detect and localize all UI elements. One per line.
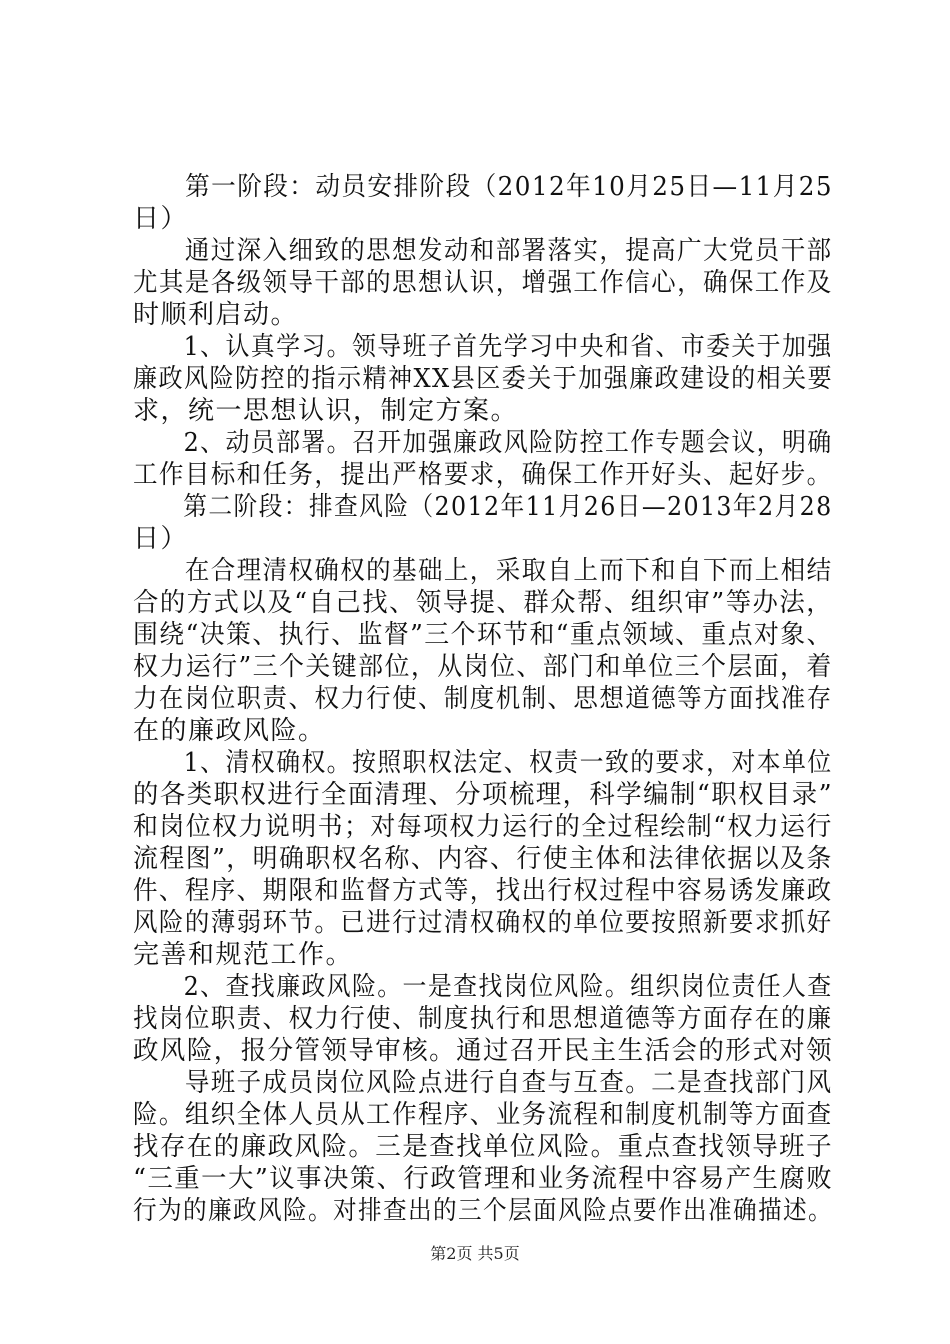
- text-line: 2、动员部署。召开加强廉政风险防控工作专题会议，明确: [133, 428, 833, 458]
- text-line: 围绕“决策、执行、监督”三个环节和“重点领域、重点对象、: [133, 620, 833, 650]
- text-line: 廉政风险防控的指示精神XX县区委关于加强廉政建设的相关要: [133, 364, 834, 394]
- text-line: 流程图”，明确职权名称、内容、行使主体和法律依据以及条: [133, 844, 833, 874]
- text-line: 权力运行”三个关键部位，从岗位、部门和单位三个层面，着: [133, 652, 833, 682]
- text-line: 行为的廉政风险。对排查出的三个层面风险点要作出准确描述。: [133, 1196, 834, 1226]
- text-line: 力在岗位职责、权力行使、制度机制、思想道德等方面找准存: [133, 684, 833, 714]
- text-line: 政风险，报分管领导审核。通过召开民主生活会的形式对领: [133, 1036, 834, 1066]
- text-line: 合的方式以及“自己找、领导提、群众帮、组织审”等办法，: [133, 588, 834, 618]
- text-line: 工作目标和任务，提出严格要求，确保工作开好头、起好步。: [133, 460, 833, 490]
- text-line: 2、查找廉政风险。一是查找岗位风险。组织岗位责任人查: [133, 972, 833, 1002]
- text-line: 第一阶段：动员安排阶段（2012年10月25日—11月25: [133, 172, 833, 202]
- text-line: 日）: [133, 524, 189, 554]
- text-line: 找存在的廉政风险。三是查找单位风险。重点查找领导班子: [133, 1132, 834, 1162]
- text-line: 完善和规范工作。: [133, 940, 354, 970]
- text-line: 1、清权确权。按照职权法定、权责一致的要求，对本单位: [133, 748, 833, 778]
- text-line: 1、认真学习。领导班子首先学习中央和省、市委关于加强: [133, 332, 833, 362]
- text-line: 找岗位职责、权力行使、制度执行和思想道德等方面存在的廉: [133, 1004, 833, 1034]
- text-line: 求，统一思想认识，制定方案。: [133, 396, 519, 426]
- text-line: 风险的薄弱环节。已进行过清权确权的单位要按照新要求抓好: [133, 908, 833, 938]
- text-line: 险。组织全体人员从工作程序、业务流程和制度机制等方面查: [133, 1100, 833, 1130]
- text-line: 时顺利启动。: [133, 300, 299, 330]
- text-line: 件、程序、期限和监督方式等，找出行权过程中容易诱发廉政: [133, 876, 833, 906]
- text-line: 的各类职权进行全面清理、分项梳理，科学编制“职权目录”: [133, 780, 834, 810]
- text-line: 和岗位权力说明书；对每项权力运行的全过程绘制“权力运行: [133, 812, 833, 842]
- page-footer: 第2页 共5页: [430, 1244, 520, 1263]
- text-line: 在的廉政风险。: [133, 716, 326, 746]
- text-line: 通过深入细致的思想发动和部署落实，提高广大党员干部: [133, 236, 833, 266]
- text-line: 尤其是各级领导干部的思想认识，增强工作信心，确保工作及: [133, 268, 833, 298]
- text-line: 导班子成员岗位风险点进行自查与互查。二是查找部门风: [133, 1068, 833, 1098]
- text-line: 在合理清权确权的基础上，采取自上而下和自下而上相结: [133, 556, 833, 586]
- text-line: “三重一大”议事决策、行政管理和业务流程中容易产生腐败: [133, 1164, 834, 1194]
- text-line: 第二阶段：排查风险（2012年11月26日—2013年2月28: [133, 492, 833, 522]
- text-line: 日）: [133, 204, 189, 234]
